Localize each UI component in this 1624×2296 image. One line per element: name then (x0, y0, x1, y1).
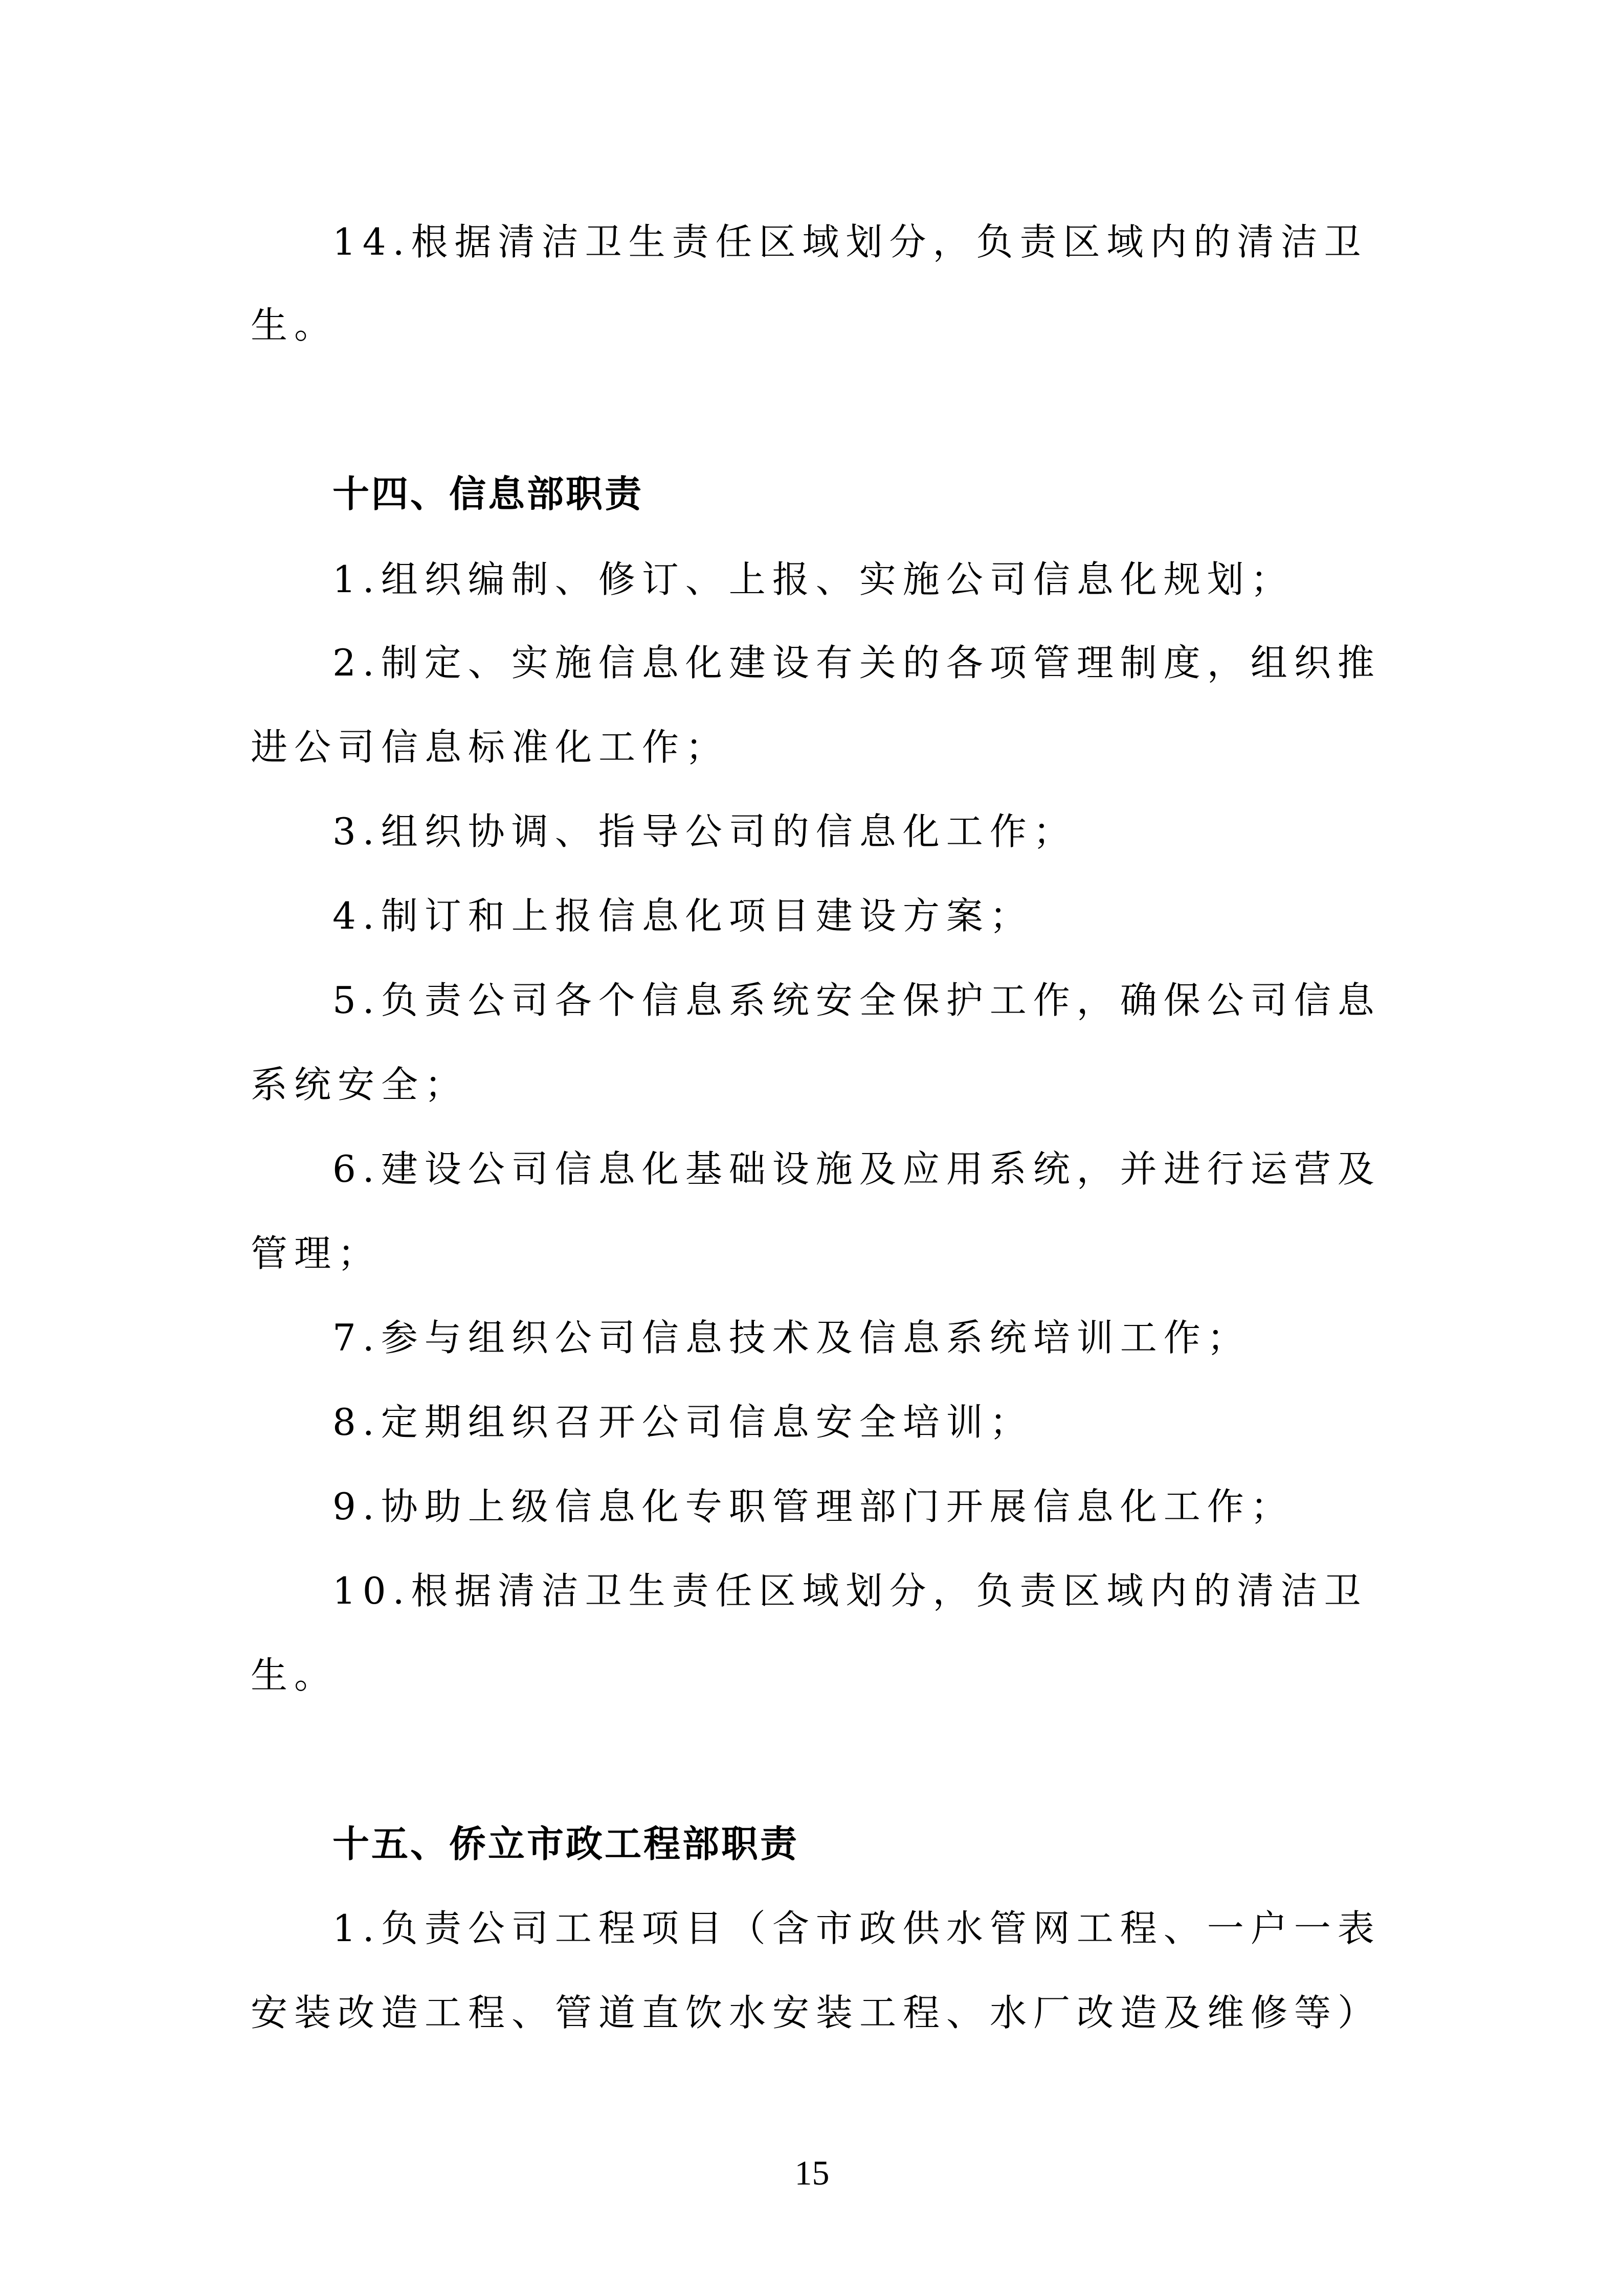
line-continuation: 生。 (251, 1654, 338, 1697)
list-item: 1.负责公司工程项目（含市政供水管网工程、一户一表 (332, 1907, 1381, 1950)
list-item: 3.组织协调、指导公司的信息化工作； (332, 810, 1077, 853)
line-continuation: 管理； (251, 1232, 382, 1275)
section-heading-info-dept: 十四、信息部职责 (332, 472, 644, 515)
line-item-14: 14.根据清洁卫生责任区域划分，负责区域内的清洁卫 (332, 220, 1368, 263)
line-continuation: 进公司信息标准化工作； (251, 726, 729, 769)
list-item: 7.参与组织公司信息技术及信息系统培训工作； (332, 1316, 1251, 1359)
page-number: 15 (794, 2153, 830, 2192)
list-item: 5.负责公司各个信息系统安全保护工作，确保公司信息 (332, 979, 1381, 1022)
list-item: 4.制订和上报信息化项目建设方案； (332, 894, 1033, 937)
line-continuation: 安装改造工程、管道直饮水安装工程、水厂改造及维修等） (251, 1991, 1382, 2034)
list-item: 1.组织编制、修订、上报、实施公司信息化规划； (332, 558, 1294, 601)
list-item: 9.协助上级信息化专职管理部门开展信息化工作； (332, 1485, 1294, 1528)
line-continuation: 系统安全； (251, 1063, 469, 1106)
list-item: 6.建设公司信息化基础设施及应用系统，并进行运营及 (332, 1147, 1381, 1190)
list-item: 2.制定、实施信息化建设有关的各项管理制度，组织推 (332, 641, 1381, 684)
line-continuation: 生。 (251, 304, 338, 347)
list-item: 10.根据清洁卫生责任区域划分，负责区域内的清洁卫 (332, 1569, 1368, 1612)
section-heading-municipal-dept: 十五、侨立市政工程部职责 (332, 1822, 799, 1865)
list-item: 8.定期组织召开公司信息安全培训； (332, 1401, 1033, 1444)
